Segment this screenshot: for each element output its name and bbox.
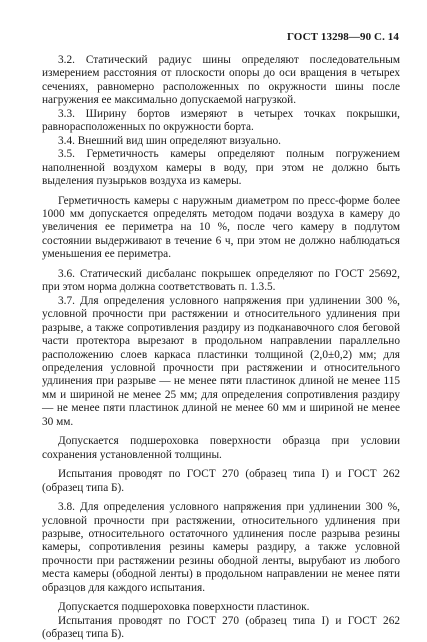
paragraph-3-6: 3.6. Статический дисбаланс покрышек определяют по ГОСТ 25692, при этом норма должна соответствовать п. 1.3.5.	[42, 267, 400, 294]
paragraph-roughening-plates: Допускается подшероховка поверхности пластинок.	[58, 601, 310, 614]
paragraph-roughening: Допускается подшероховка поверхности образца при условии сохранения установленной толщины.	[42, 435, 400, 461]
page-header: ГОСТ 13298—90 С. 14	[286, 31, 399, 43]
document-body	[42, 54, 400, 642]
paragraph-tests-2: Испытания проводят по ГОСТ 270 (образец типа I) и ГОСТ 262 (образец типа Б).	[42, 614, 400, 641]
paragraph-3-2: 3.2. Статический радиус шины определяют последовательным измерением расстояния от плоскости опоры до оси вращения в четырех сечениях, равномерно расположенных по окружности шины после нагружения ее максимально допускаемой нагрузкой.	[42, 54, 400, 107]
paragraph-3-3: 3.3. Ширину бортов измеряют в четырех точках покрышки, равнорасположенных по окружности борта.	[42, 107, 400, 134]
paragraph-hermeticity: Герметичность камеры с наружным диаметром по пресс-форме более 1000 мм допускается определять методом подачи воздуха в камеру до увеличения ее периметра на 10 %, после чего камеру в подлутом состоянии выдерживают в течение 6 ч, при этом не должно наблюдаться уменьшения ее периметра.	[42, 194, 400, 261]
paragraph-3-8: 3.8. Для определения условного напряжения при удлинении 300 %, условной прочности при растяжении, относительного удлинения при разрыве, относительного остаточного удлинения после разрыва резины камеры, сопротивления резины камеры раздиру, а также условной прочности при растяжении резины ободной ленты, вырубают из любого места камеры (ободной ленты) в продольном направлении не менее пяти образцов для каждого испытания.	[42, 501, 400, 594]
paragraph-3-4: 3.4. Внешний вид шин определяют визуально.	[58, 134, 281, 147]
paragraph-3-5: 3.5. Герметичность камеры определяют полным погружением наполненной воздухом камеры в воду, при этом не должно быть выделения пузырьков воздуха из камеры.	[42, 148, 400, 188]
paragraph-tests-1: Испытания проводят по ГОСТ 270 (образец типа I) и ГОСТ 262 (образец типа Б).	[42, 468, 400, 494]
paragraph-3-7: 3.7. Для определения условного напряжения при удлинении 300 %, условной прочности при растяжении и относительного удлинения при разрыве, а также сопротивления раздиру из подканавочного слоя беговой части протектора вырезают в продольном направлении параллельно расположению слоев каркаса пластинки толщиной (2,0±0,2) мм; для определения условной прочности при растяжении и относительного удлинения при разрыве — не менее пяти пластинок длиной не менее 115 мм и шириной не менее 25 мм; для определения сопротивления раздиру — не менее пяти пластинок длиной не менее 60 мм и шириной не менее 30 мм.	[42, 294, 400, 428]
